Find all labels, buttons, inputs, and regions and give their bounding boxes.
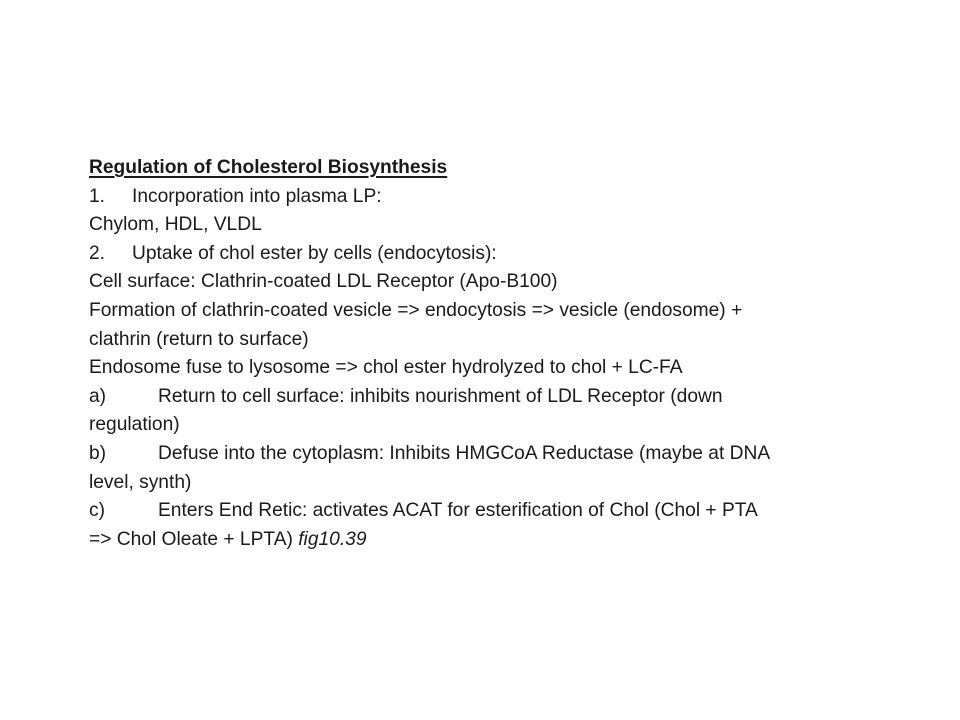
sub-item-a-text: Return to cell surface: inhibits nourishment of LDL Receptor (down [158,385,723,407]
slide-content [89,154,929,554]
item-2-line-4: Endosome fuse to lysosome => chol ester hydrolyzed to chol + LC-FA [89,357,683,379]
figure-reference: fig10.39 [298,528,367,550]
sub-item-c-continuation-text: => Chol Oleate + LPTA) [89,528,299,550]
slide-title: Regulation of Cholesterol Biosynthesis [89,157,448,178]
sub-item-c-label: c) [89,500,105,522]
item-1-number: 1. [89,185,106,207]
item-1-detail: Chylom, HDL, VLDL [89,214,262,236]
sub-item-c [89,497,929,526]
sub-item-a [89,383,929,412]
sub-item-c-continuation [89,526,929,555]
item-2-text: Uptake of chol ester by cells (endocytosis): [132,242,497,264]
sub-item-b-continuation: level, synth) [89,471,192,493]
sub-item-a-label: a) [89,385,107,407]
item-2-line-3: clathrin (return to surface) [89,328,309,350]
sub-item-b-text: Defuse into the cytoplasm: Inhibits HMGCoA Reductase (maybe at DNA [158,442,771,464]
sub-item-a-continuation: regulation) [89,414,180,436]
item-2-line-2: Formation of clathrin-coated vesicle => endocytosis => vesicle (endosome) + [89,299,743,321]
item-2-line-1: Cell surface: Clathrin-coated LDL Receptor (Apo-B100) [89,271,558,293]
sub-item-b-label: b) [89,442,107,464]
sub-item-c-text: Enters End Retic: activates ACAT for esterification of Chol (Chol + PTA [158,500,758,522]
item-1 [89,183,929,212]
item-2-number: 2. [89,242,106,264]
sub-item-b [89,440,929,469]
item-1-text: Incorporation into plasma LP: [132,185,382,207]
item-2 [89,240,929,269]
